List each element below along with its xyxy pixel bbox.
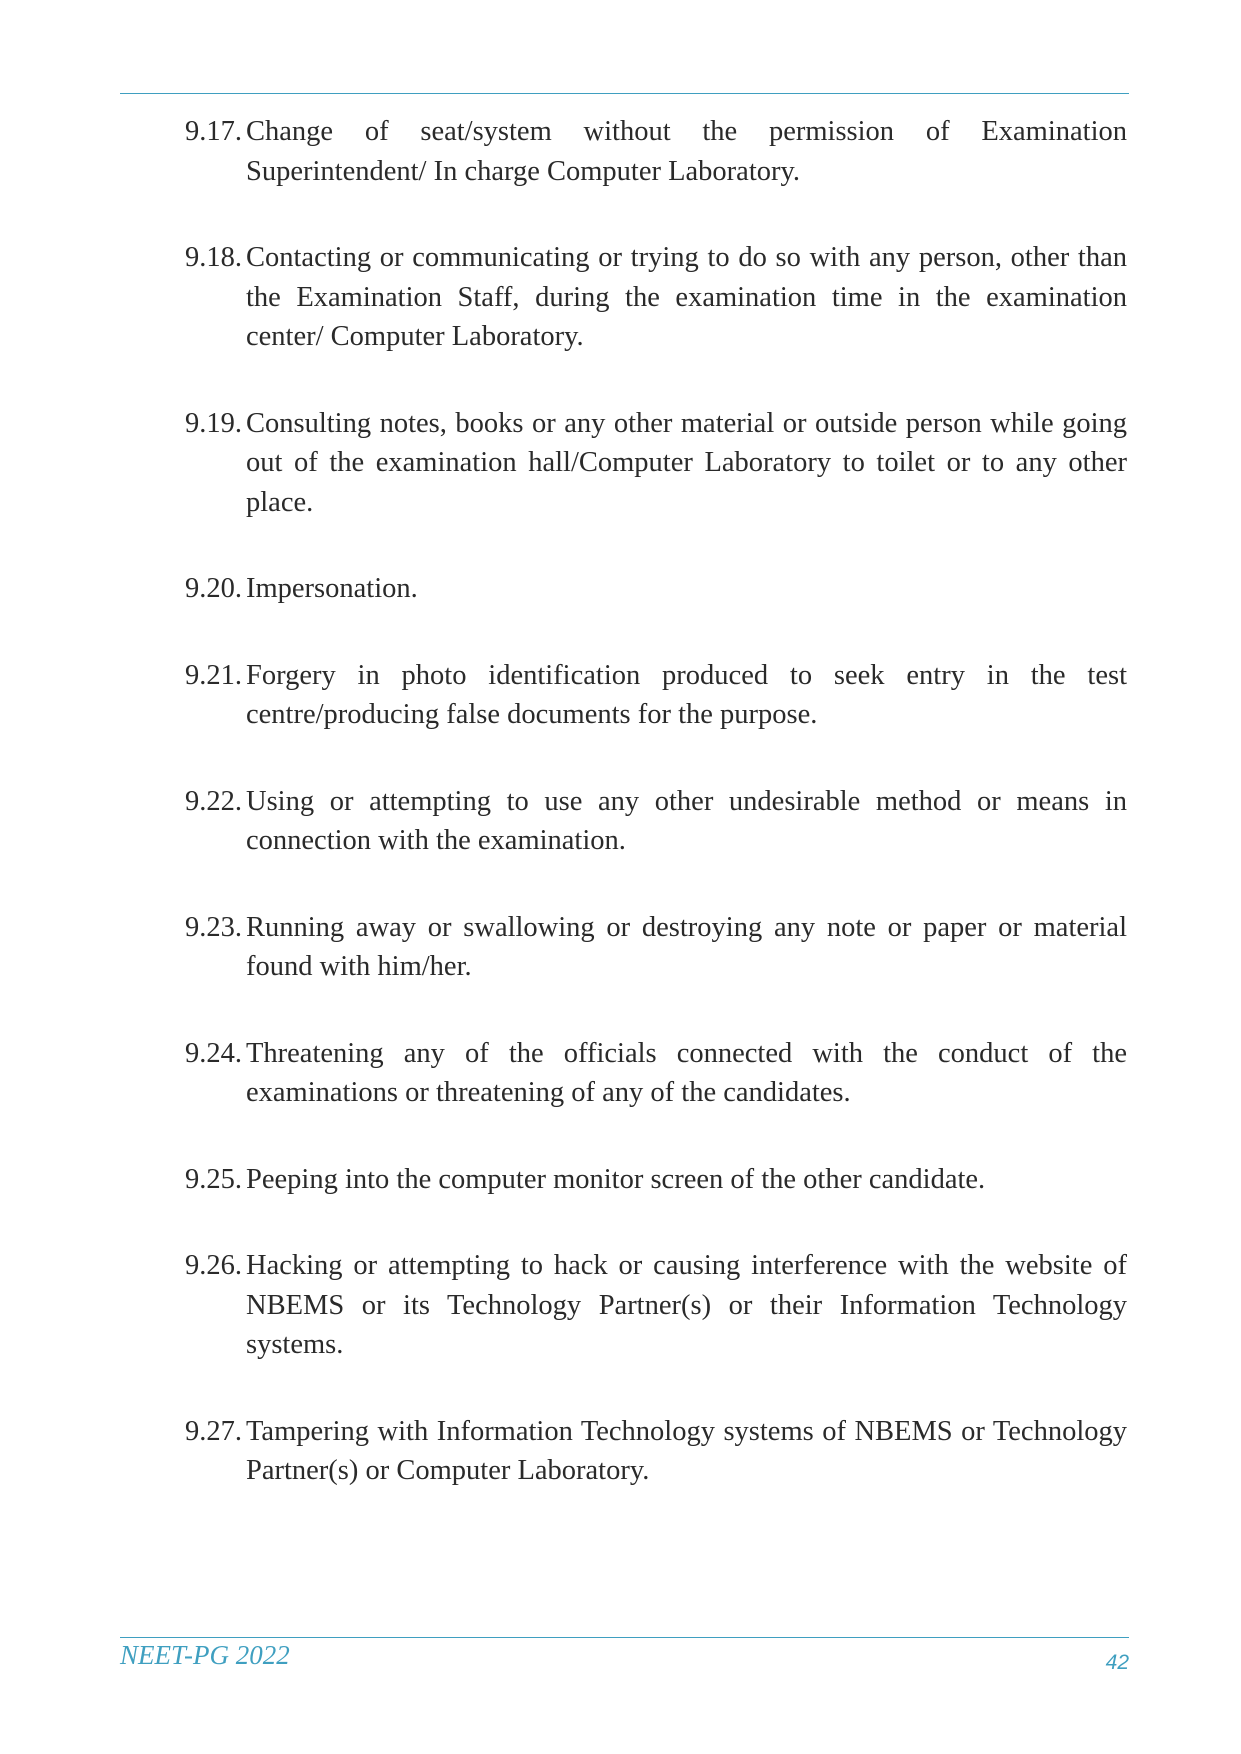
footer-title: NEET-PG 2022 bbox=[120, 1640, 290, 1670]
item-text: Consulting notes, books or any other material or outside person while going out of the examination hall/Computer Laboratory to toilet or to any other place. bbox=[246, 407, 1127, 518]
list-item bbox=[185, 908, 1127, 987]
item-number: 9.17. bbox=[185, 116, 242, 147]
item-text: Hacking or attempting to hack or causing interference with the website of NBEMS or its Technology Partner(s) or their Information Technology systems. bbox=[246, 1250, 1127, 1360]
item-text: Contacting or communicating or trying to do so with any person, other than the Examination Staff, during the examination time in the examination center/ Computer Laboratory. bbox=[246, 242, 1127, 352]
list-item bbox=[185, 1034, 1127, 1113]
list-item bbox=[185, 569, 1127, 609]
list-item bbox=[185, 1412, 1127, 1491]
page-number: 42 bbox=[1105, 1651, 1129, 1674]
item-number: 9.19. bbox=[185, 407, 242, 439]
item-number: 9.22. bbox=[185, 785, 242, 817]
item-text: Tampering with Information Technology systems of NBEMS or Technology Partner(s) or Computer Laboratory. bbox=[246, 1415, 1127, 1486]
rules-list bbox=[185, 112, 1127, 1538]
item-number: 9.21. bbox=[185, 659, 242, 691]
item-text: Forgery in photo identification produced to seek entry in the test centre/producing false documents for the purpose. bbox=[246, 659, 1127, 730]
list-item bbox=[185, 1246, 1127, 1365]
item-number: 9.25. bbox=[185, 1163, 242, 1195]
list-item bbox=[185, 782, 1127, 861]
list-item bbox=[185, 112, 1127, 191]
list-item bbox=[185, 238, 1127, 357]
header-rule bbox=[120, 93, 1129, 94]
list-item bbox=[185, 656, 1127, 735]
item-number: 9.18. bbox=[185, 242, 242, 273]
footer-rule bbox=[120, 1637, 1129, 1638]
item-text: Impersonation. bbox=[246, 573, 418, 604]
item-text: Peeping into the computer monitor screen of the other candidate. bbox=[246, 1163, 986, 1195]
item-text: Threatening any of the officials connected with the conduct of the examinations or threatening of any of the candidates. bbox=[246, 1037, 1127, 1108]
item-text: Using or attempting to use any other undesirable method or means in connection with the examination. bbox=[246, 785, 1127, 856]
item-number: 9.20. bbox=[185, 573, 242, 604]
item-text: Running away or swallowing or destroying any note or paper or material found with him/her. bbox=[246, 911, 1127, 982]
list-item bbox=[185, 404, 1127, 523]
list-item bbox=[185, 1160, 1127, 1200]
item-number: 9.23. bbox=[185, 911, 242, 943]
item-number: 9.24. bbox=[185, 1037, 242, 1069]
item-number: 9.27. bbox=[185, 1415, 242, 1447]
item-text: Change of seat/system without the permission of Examination Superintendent/ In charge Computer Laboratory. bbox=[246, 116, 1127, 187]
item-number: 9.26. bbox=[185, 1250, 242, 1281]
